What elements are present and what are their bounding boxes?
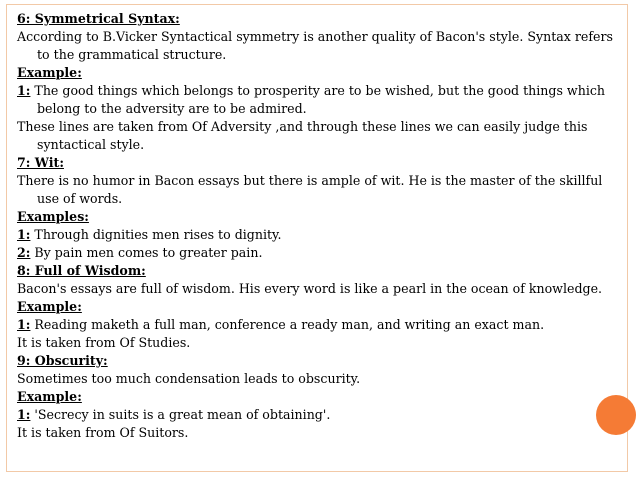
section-7-body: There is no humor in Bacon essays but there is ample of wit. He is the master of the skillful use of words. bbox=[17, 173, 603, 206]
section-9-title: 9: Obscurity: bbox=[17, 353, 108, 368]
section-8-title: 8: Full of Wisdom: bbox=[17, 263, 146, 278]
section-7-title: 7: Wit: bbox=[17, 155, 64, 170]
section-8-example-label: Example: bbox=[17, 299, 82, 314]
section-6-example-1 bbox=[17, 82, 617, 118]
section-9-example-label: Example: bbox=[17, 389, 82, 404]
section-9-body: Sometimes too much condensation leads to obscurity. bbox=[17, 371, 361, 386]
example-text: By pain men comes to greater pain. bbox=[30, 245, 263, 260]
example-number: 1: bbox=[17, 83, 31, 98]
section-7-example-1 bbox=[17, 226, 617, 244]
section-9-source: It is taken from Of Suitors. bbox=[17, 425, 189, 440]
section-7-examples-label: Examples: bbox=[17, 209, 89, 224]
section-6-example-label: Example: bbox=[17, 65, 82, 80]
example-number: 1: bbox=[17, 407, 31, 422]
section-8-example-1 bbox=[17, 316, 617, 334]
example-text: 'Secrecy in suits is a great mean of obtaining'. bbox=[30, 407, 331, 422]
example-number: 2: bbox=[17, 245, 31, 260]
section-6-body: According to B.Vicker Syntactical symmetry is another quality of Bacon's style. Syntax refers to the grammatical structure. bbox=[17, 29, 613, 62]
example-text: Reading maketh a full man, conference a ready man, and writing an exact man. bbox=[30, 317, 545, 332]
example-number: 1: bbox=[17, 317, 31, 332]
section-6-note: These lines are taken from Of Adversity ,and through these lines we can easily judge this syntactical style. bbox=[17, 119, 588, 152]
section-7-example-2 bbox=[17, 244, 617, 262]
section-9-example-1 bbox=[17, 406, 617, 424]
section-8-source: It is taken from Of Studies. bbox=[17, 335, 191, 350]
slide-content bbox=[17, 10, 617, 442]
example-number: 1: bbox=[17, 227, 31, 242]
example-text: Through dignities men rises to dignity. bbox=[30, 227, 282, 242]
section-6-title: 6: Symmetrical Syntax: bbox=[17, 11, 180, 26]
example-text: The good things which belongs to prosperity are to be wished, but the good things which belong to the adversity are to be admired. bbox=[30, 83, 606, 116]
section-8-body: Bacon's essays are full of wisdom. His every word is like a pearl in the ocean of knowledge. bbox=[17, 281, 603, 296]
